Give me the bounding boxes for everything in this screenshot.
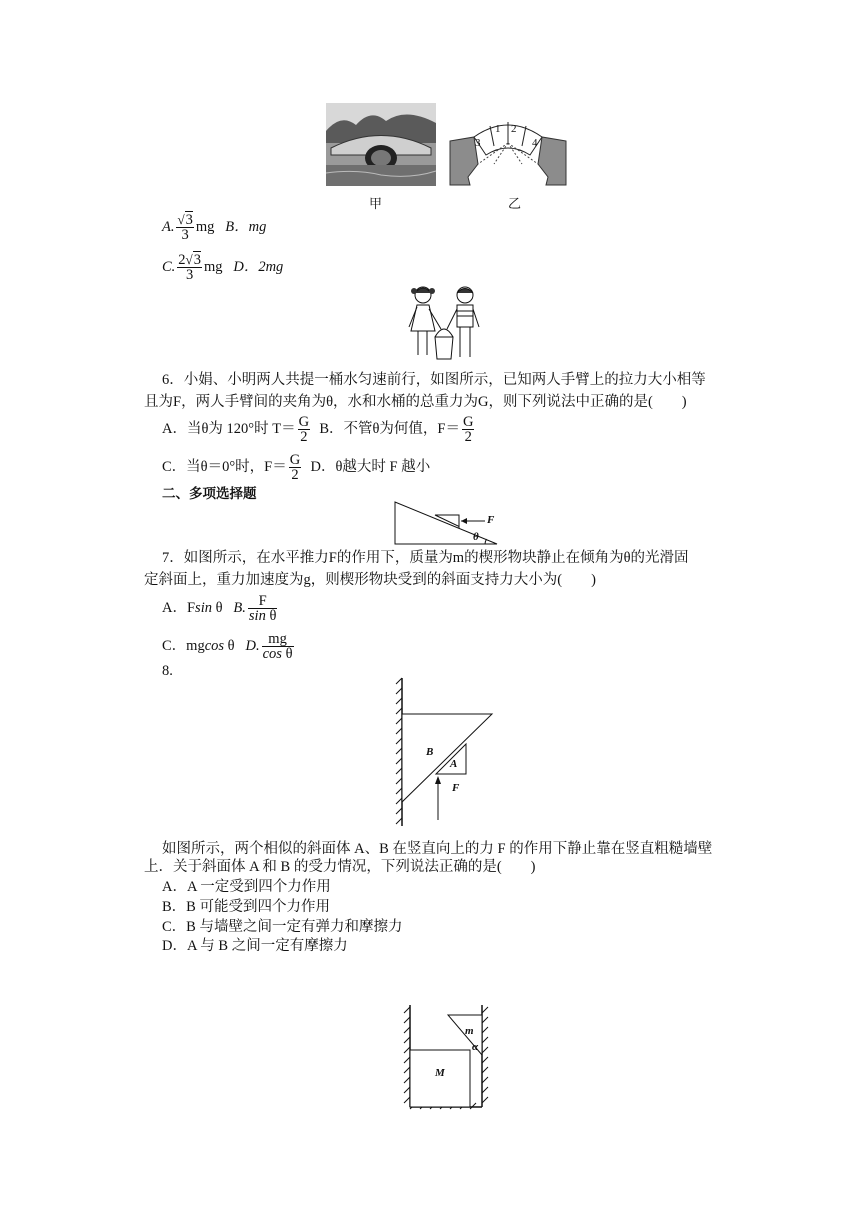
q7-option-b-label: B. [233, 599, 246, 616]
q8-stem-line-1: 如图所示，两个相似的斜面体 A、B 在竖直向上的力 F 的作用下静止靠在竖直粗糙墙壁 [162, 841, 713, 857]
q5-option-c-fraction: $\frac{2√3}{3}$ [178, 252, 201, 283]
q9-label-m: m [465, 1025, 474, 1037]
q5-option-c-label: C. [162, 258, 176, 275]
q6-option-b-prefix: B．不管θ为何值，F＝ [319, 420, 460, 437]
q6-option-c-fraction: $\frac{G}{2}$ [289, 452, 301, 483]
q7-options-cd [162, 632, 296, 661]
q6-option-d: D．θ越大时 F 越小 [310, 458, 431, 475]
arch-label-2: 2 [511, 123, 517, 135]
q8-option-b: B．B 可能受到四个力作用 [162, 899, 330, 915]
q7-stem-line-1: 7．如图所示，在水平推力F的作用下，质量为m的楔形物块静止在倾角为θ的光滑固 [162, 550, 689, 566]
arch-label-3: 3 [475, 137, 481, 149]
q5-option-line-1 [162, 213, 266, 242]
q8-wedges-figure [394, 678, 496, 828]
q6-option-a-prefix: A．当θ为 120°时 T＝ [162, 420, 296, 437]
q6-option-b-fraction: $\frac{G}{2}$ [463, 414, 474, 445]
caption-yi: 乙 [508, 196, 522, 211]
q7-option-c-fn: cos [204, 637, 225, 654]
q7-option-b-fraction: $\frac{F}{\text{sin θ}}$ [248, 593, 277, 624]
q9-label-big-m: M [435, 1067, 445, 1079]
q6-stem-line-1: 6．小娟、小明两人共提一桶水匀速前行，如图所示，已知两人手臂上的拉力大小相等 [162, 372, 706, 388]
q7-option-a-prefix: A．F [162, 599, 196, 616]
q6-options-cd [162, 453, 430, 482]
caption-jia: 甲 [369, 196, 383, 211]
q7-options-ab [162, 594, 279, 623]
q7-incline-figure [393, 500, 503, 546]
q8-label-f: F [452, 782, 460, 794]
q6-option-c-prefix: C．当θ＝0°时，F＝ [162, 458, 287, 475]
section-title-multiple-choice: 二、多项选择题 [162, 486, 257, 502]
box-wedge-container-figure [404, 1005, 488, 1110]
q7-stem-line-2: 定斜面上，重力加速度为g，则楔形物块受到的斜面支持力大小为( ) [144, 572, 596, 588]
q7-angle-label: θ [473, 531, 479, 543]
q6-option-a-fraction: $\frac{G}{2}$ [298, 414, 310, 445]
children-carrying-bucket-figure [405, 283, 483, 363]
q8-option-c: C．B 与墙壁之间一定有弹力和摩擦力 [162, 919, 403, 935]
q5-option-d: D．2mg [233, 258, 284, 275]
q5-option-b: B．mg [225, 218, 267, 235]
q5-option-a-fraction: $\frac{√3}{3}$ [177, 212, 193, 243]
q7-option-d-fraction: $\frac{mg}{\text{cos θ}}$ [262, 631, 293, 662]
q8-option-d: D．A 与 B 之间一定有摩擦力 [162, 938, 348, 954]
q6-options-ab [162, 415, 476, 444]
q7-option-d-label: D. [245, 637, 260, 654]
q5-option-c-tail: mg [203, 258, 223, 275]
arch-label-4: 4 [532, 137, 538, 149]
q8-number: 8. [162, 663, 173, 679]
q7-option-c-prefix: C．mg [162, 637, 205, 654]
q5-option-line-2 [162, 253, 283, 282]
arch-label-1: 1 [495, 123, 501, 135]
q8-option-a: A．A 一定受到四个力作用 [162, 879, 331, 895]
q8-label-a: A [450, 758, 458, 770]
q7-option-c-post: θ [224, 637, 235, 654]
arch-diagram [448, 119, 568, 187]
q7-option-a-fn: sin [195, 599, 212, 616]
q7-force-label: F [487, 514, 495, 526]
q8-stem-line-2: 上．关于斜面体 A 和 B 的受力情况，下列说法正确的是( ) [144, 859, 536, 875]
q8-label-b: B [426, 746, 434, 758]
q6-stem-line-2: 且为F，两人手臂间的夹角为θ，水和水桶的总重力为G，则下列说法中正确的是( ) [144, 394, 687, 410]
q5-option-a-tail: mg [195, 218, 215, 235]
bridge-photo [326, 103, 436, 186]
q5-option-a-label: A. [162, 218, 175, 235]
q7-option-a-post: θ [211, 599, 223, 616]
q9-label-alpha: α [472, 1041, 479, 1053]
